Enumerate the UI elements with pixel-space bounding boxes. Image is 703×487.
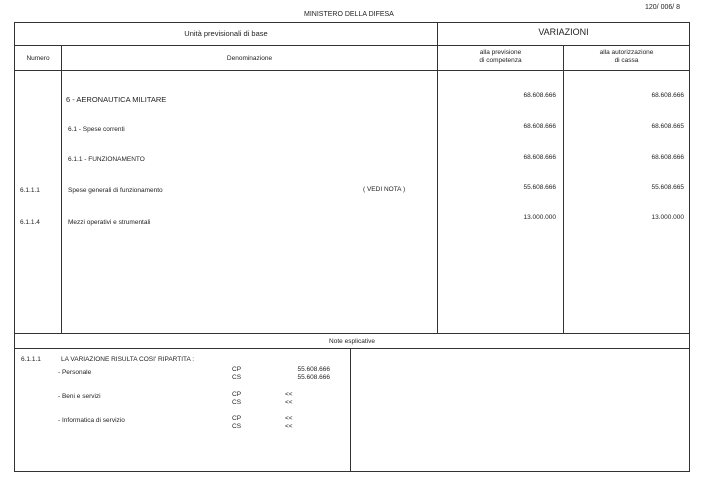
variazioni-title: VARIAZIONI [538, 27, 589, 37]
row-competenza: 13.000.000 [523, 214, 556, 221]
column-cassa-line2: di cassa [614, 57, 639, 64]
row-competenza: 55.608.666 [523, 184, 556, 191]
note-cp-label: CP [232, 391, 242, 398]
note-item-label: - Beni e servizi [58, 393, 101, 400]
row-denominazione: 6 - AERONAUTICA MILITARE [66, 95, 167, 104]
note-cp-label: CP [232, 366, 242, 373]
row-cassa: 68.608.665 [651, 123, 684, 130]
row-nota: ( VEDI NOTA ) [363, 186, 406, 193]
note-cp-value: 55.608.666 [297, 366, 330, 373]
column-numero: Numero [26, 55, 50, 62]
row-competenza: 68.608.666 [523, 92, 556, 99]
row-competenza: 68.608.666 [523, 154, 556, 161]
note-cs-label: CS [232, 423, 242, 430]
note-item-label: - Personale [58, 369, 92, 376]
row-cassa: 68.608.666 [651, 154, 684, 161]
row-cassa: 68.608.666 [651, 92, 684, 99]
row-numero: 6.1.1.4 [20, 219, 40, 226]
note-cp-value: << [285, 391, 293, 398]
note-cp-value: << [285, 415, 293, 422]
column-competenza-line2: di competenza [479, 57, 522, 64]
row-cassa: 55.608.665 [651, 184, 684, 191]
ministry-title: MINISTERO DELLA DIFESA [304, 11, 394, 18]
note-cp-label: CP [232, 415, 242, 422]
row-denominazione: 6.1.1 - FUNZIONAMENTO [68, 156, 145, 163]
column-denominazione: Denominazione [226, 55, 273, 62]
row-numero: 6.1.1.1 [20, 187, 40, 194]
row-competenza: 68.608.666 [523, 123, 556, 130]
note-cs-label: CS [232, 374, 242, 381]
note-item-label: - Informatica di servizio [58, 417, 125, 424]
note-title: Note esplicative [329, 338, 375, 345]
group-title: Unità previsionali di base [184, 29, 268, 38]
row-denominazione: Spese generali di funzionamento [68, 187, 163, 194]
row-denominazione: 6.1 - Spese correnti [68, 126, 125, 133]
row-denominazione: Mezzi operativi e strumentali [68, 219, 151, 226]
column-competenza-line1: alla previsione [479, 49, 522, 56]
note-cs-value: << [285, 399, 293, 406]
row-cassa: 13.000.000 [651, 214, 684, 221]
document-code: 120/ 006/ 8 [645, 4, 681, 11]
column-cassa-line1: alla autorizzazione [599, 49, 654, 56]
note-numero: 6.1.1.1 [21, 356, 41, 363]
note-cs-label: CS [232, 399, 242, 406]
note-heading: LA VARIAZIONE RISULTA COSI' RIPARTITA : [61, 356, 195, 363]
note-cs-value: 55.608.666 [297, 374, 330, 381]
note-cs-value: << [285, 423, 293, 430]
